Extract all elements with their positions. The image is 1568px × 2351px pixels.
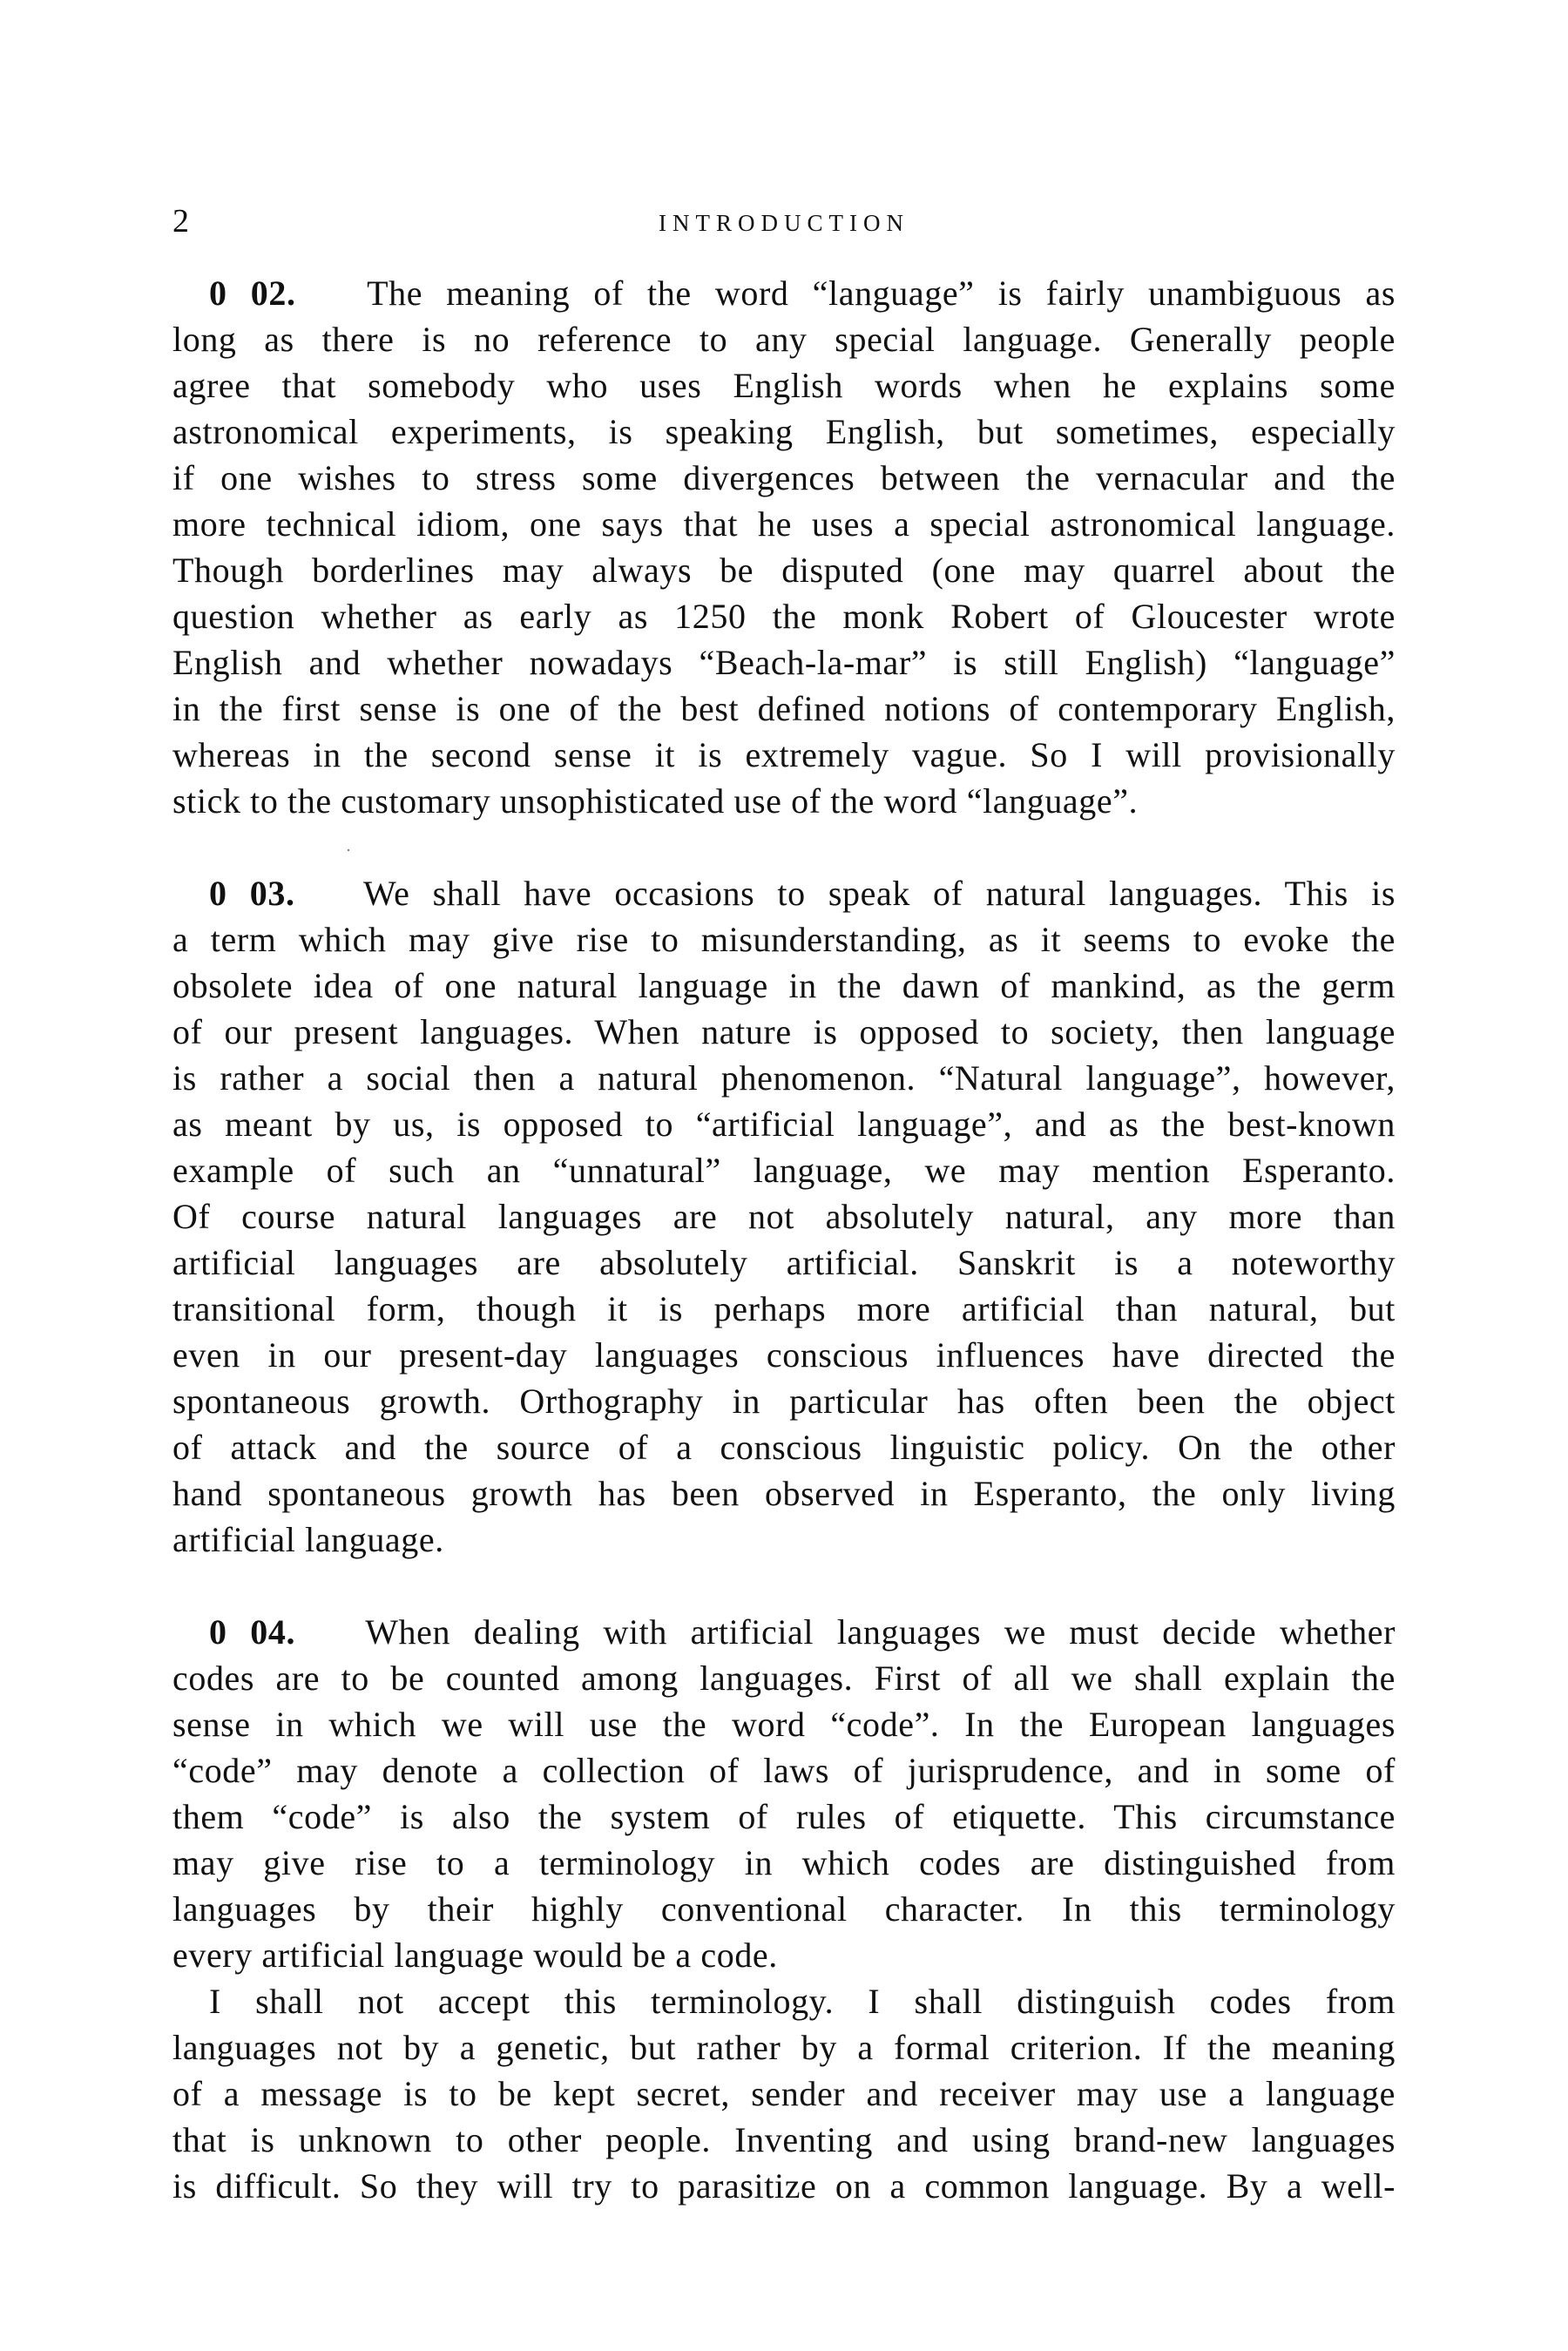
text-line: transitional form, though it is perhaps more artificial than natural, but (172, 1289, 1396, 1328)
text-line: stick to the customary unsophisticated use of the word “language”. (172, 781, 1139, 821)
text-line: English and whether nowadays “Beach-la-mar” is still English) “language” (172, 643, 1396, 682)
text-line: of our present languages. When nature is opposed to society, then language (172, 1012, 1396, 1051)
text-line: of a message is to be kept secret, sender and receiver may use a language (172, 2074, 1396, 2113)
text-line: artificial language. (172, 1520, 444, 1559)
text-line: I shall not accept this terminology. I shall distinguish codes from (209, 1982, 1396, 2021)
text-line: languages not by a genetic, but rather by a formal criterion. If the meaning (172, 2028, 1396, 2067)
text-line: spontaneous growth. Orthography in particular has often been the object (172, 1382, 1396, 1421)
section-number: 0 04. (209, 1612, 296, 1652)
text-line: as meant by us, is opposed to “artificial language”, and as the best-known (172, 1105, 1396, 1144)
text-line: 0 04. When dealing with artificial languages we must decide whether (209, 1612, 1396, 1652)
section-0-04 (172, 1609, 1396, 1978)
text-line: hand spontaneous growth has been observed in Esperanto, the only living (172, 1474, 1396, 1513)
text-line: artificial languages are absolutely artificial. Sanskrit is a noteworthy (172, 1243, 1396, 1282)
text-line: long as there is no reference to any special language. Generally people (172, 320, 1396, 359)
text-line: 0 02. The meaning of the word “language” is fairly unambiguous as (209, 274, 1396, 313)
section-number: 0 02. (209, 274, 296, 313)
running-head (172, 202, 1396, 240)
text-line: a term which may give rise to misunderstanding, as it seems to evoke the (172, 920, 1396, 959)
text-line: agree that somebody who uses English words when he explains some (172, 366, 1396, 405)
text-line: sense in which we will use the word “code”. In the European languages (172, 1705, 1396, 1744)
text-line: is difficult. So they will try to parasitize on a common language. By a well- (172, 2166, 1396, 2206)
text-line: Though borderlines may always be disputed (one may quarrel about the (172, 551, 1396, 590)
text-line: languages by their highly conventional character. In this terminology (172, 1889, 1396, 1929)
text-line: every artificial language would be a code. (172, 1936, 778, 1975)
text-line: example of such an “unnatural” language, we may mention Esperanto. (172, 1151, 1396, 1190)
text-line: that is unknown to other people. Inventing and using brand-new languages (172, 2120, 1396, 2159)
section-number: 0 03. (209, 874, 295, 913)
text-line: whereas in the second sense it is extremely vague. So I will provisionally (172, 735, 1396, 774)
text-line: of attack and the source of a conscious linguistic policy. On the other (172, 1428, 1396, 1467)
text-line: in the first sense is one of the best defined notions of contemporary English, (172, 689, 1396, 728)
section-0-03 (172, 870, 1396, 1563)
page-number: 2 (172, 203, 189, 240)
text-line: them “code” is also the system of rules of etiquette. This circumstance (172, 1797, 1396, 1836)
text-line: even in our present-day languages conscious influences have directed the (172, 1335, 1396, 1375)
text-line: more technical idiom, one says that he uses a special astronomical language. (172, 504, 1396, 544)
paragraph-codes (172, 1978, 1396, 2209)
text-line: if one wishes to stress some divergences between the vernacular and the (172, 458, 1396, 497)
text-line: may give rise to a terminology in which codes are distinguished from (172, 1843, 1396, 1882)
text-line: obsolete idea of one natural language in the dawn of mankind, as the germ (172, 966, 1396, 1005)
text-line: “code” may denote a collection of laws of jurisprudence, and in some of (172, 1751, 1396, 1790)
running-title: INTRODUCTION (659, 210, 909, 236)
body-text (172, 270, 1396, 2209)
text-line: codes are to be counted among languages. First of all we shall explain the (172, 1659, 1396, 1698)
text-line: astronomical experiments, is speaking English, but sometimes, especially (172, 412, 1396, 451)
text-line: is rather a social then a natural phenomenon. “Natural language”, however, (172, 1058, 1396, 1098)
section-0-02 (172, 270, 1396, 824)
text-line: Of course natural languages are not absolutely natural, any more than (172, 1197, 1396, 1236)
text-line: 0 03. We shall have occasions to speak of natural languages. This is (209, 874, 1396, 913)
text-line: question whether as early as 1250 the monk Robert of Gloucester wrote (172, 597, 1396, 636)
